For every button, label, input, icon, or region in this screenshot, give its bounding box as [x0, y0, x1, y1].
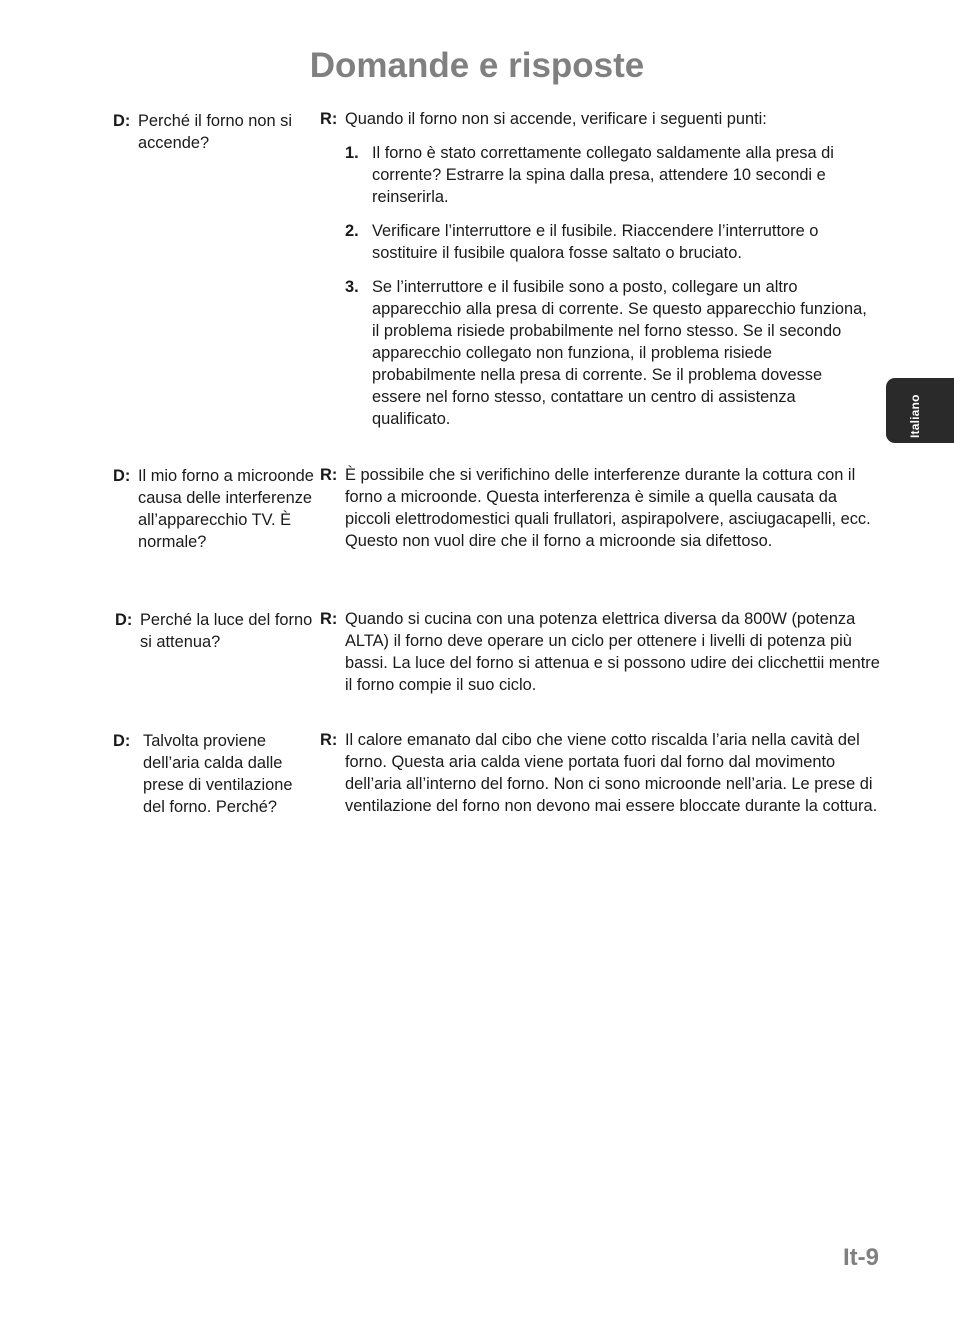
list-item-number: 3.	[345, 278, 359, 296]
answer	[320, 464, 880, 552]
answer-text: Quando si cucina con una potenza elettrica diversa da 800W (potenza ALTA) il forno deve operare un ciclo per ottenere i livelli di potenza più bassi. La luce del forno si attenua e si possono udire dei clicchettii mentre il forno compie il suo ciclo.	[345, 610, 880, 694]
question	[113, 110, 320, 154]
answer-text: Quando il forno non si accende, verificare i seguenti punti:	[345, 110, 767, 128]
question-text: Perché la luce del forno si attenua?	[140, 611, 313, 651]
answer-label: R:	[320, 610, 338, 628]
checklist	[345, 142, 875, 442]
list-item-number: 2.	[345, 222, 359, 240]
language-tab-label: Italiano	[908, 394, 922, 438]
language-tab	[886, 378, 954, 443]
question-label: D:	[113, 732, 131, 750]
answer-label: R:	[320, 110, 338, 128]
answer	[320, 729, 880, 817]
list-item-text: Se l’interruttore e il fusibile sono a posto, collegare un altro apparecchio alla presa di corrente. Se questo apparecchio funziona, il problema risiede probabilmente nel forno stesso. Se il secondo apparecchio collegato non funziona, il problema risiede probabilmente nella presa di corrente. Se il problema dovesse essere nel forno stesso, contattare un centro di assistenza qualificato.	[372, 278, 867, 428]
page-title: Domande e risposte	[309, 46, 645, 85]
answer-label: R:	[320, 466, 338, 484]
list-item-text: Il forno è stato correttamente collegato saldamente alla presa di corrente? Estrarre la spina dalla presa, attendere 10 secondi e reinserirla.	[372, 144, 834, 206]
question	[115, 609, 314, 653]
question	[113, 465, 314, 553]
question-label: D:	[113, 467, 131, 485]
question-label: D:	[115, 611, 133, 629]
list-item	[345, 276, 875, 430]
question-label: D:	[113, 112, 131, 130]
list-item-text: Verificare l’interruttore e il fusibile. Riaccendere l’interruttore o sostituire il fusibile qualora fosse saltato o bruciato.	[372, 222, 819, 262]
question-text: Talvolta proviene dell’aria calda dalle prese di ventilazione del forno. Perché?	[143, 732, 293, 816]
answer-text: È possibile che si verifichino delle interferenze durante la cottura con il forno a microonde. Questa interferenza è simile a quella causata da piccoli elettrodomestici quali frullatori, aspirapolvere, asciugacapelli, ecc. Questo non vuol dire che il forno a microonde sia difettoso.	[345, 466, 871, 550]
answer	[320, 608, 880, 696]
answer-text: Il calore emanato dal cibo che viene cotto riscalda l’aria nella cavità del forno. Questa aria calda viene portata fuori dal forno dal movimento dell’aria all’interno del forno. Non ci sono microonde nell’aria. Le prese di ventilazione del forno non devono mai essere bloccate durante la cottura.	[345, 731, 878, 815]
answer-label: R:	[320, 731, 338, 749]
question	[113, 730, 303, 818]
question-text: Il mio forno a microonde causa delle interferenze all’apparecchio TV. È normale?	[138, 467, 314, 551]
list-item-number: 1.	[345, 144, 359, 162]
page-number: It-9	[843, 1244, 879, 1271]
list-item	[345, 220, 875, 264]
answer	[320, 108, 880, 130]
list-item	[345, 142, 875, 208]
question-text: Perché il forno non si accende?	[138, 112, 292, 152]
